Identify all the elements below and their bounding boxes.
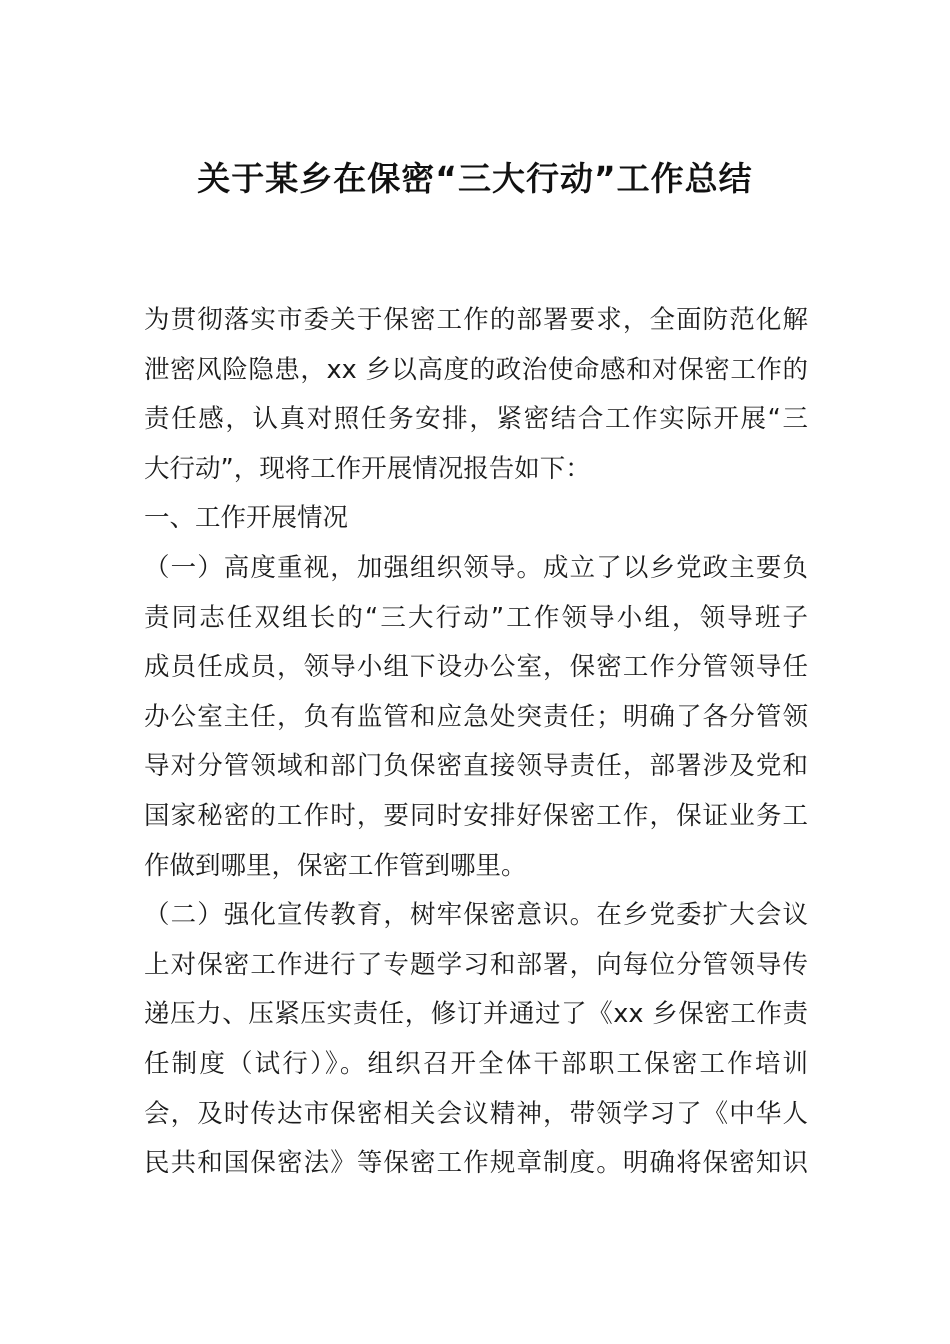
paragraph-line: 作做到哪里，保密工作管到哪里。 — [144, 850, 527, 881]
paragraph-line: 会，及时传达市保密相关会议精神，带领学习了《中华人 — [144, 1098, 808, 1129]
paragraph-line: 上对保密工作进行了专题学习和部署，向每位分管领导传 — [144, 949, 808, 980]
paragraph-line: （二）强化宣传教育，树牢保密意识。在乡党委扩大会议 — [144, 900, 808, 931]
paragraph-line: 成员任成员，领导小组下设办公室，保密工作分管领导任 — [144, 652, 808, 683]
paragraph-line: 大行动”，现将工作开展情况报告如下： — [144, 453, 591, 484]
document-body — [144, 296, 808, 1189]
paragraph-line: （一）高度重视，加强组织领导。成立了以乡党政主要负 — [144, 552, 808, 583]
paragraph-line: 导对分管领域和部门负保密直接领导责任，部署涉及党和 — [144, 751, 808, 782]
paragraph-line: 任制度（试行）》。组织召开全体干部职工保密工作培训 — [144, 1048, 808, 1079]
paragraph-line: 民共和国保密法》等保密工作规章制度。明确将保密知识 — [144, 1148, 808, 1179]
paragraph-line: 国家秘密的工作时，要同时安排好保密工作，保证业务工 — [144, 800, 808, 831]
paragraph-line: 泄密风险隐患，xx 乡以高度的政治使命感和对保密工作的 — [144, 354, 808, 385]
paragraph-line: 责任感，认真对照任务安排，紧密结合工作实际开展“三 — [144, 404, 808, 435]
section-heading: 一、工作开展情况 — [144, 503, 349, 534]
paragraph-line: 办公室主任，负有监管和应急处突责任；明确了各分管领 — [144, 701, 808, 732]
paragraph-line: 递压力、压紧压实责任，修订并通过了《xx 乡保密工作责 — [144, 999, 808, 1030]
paragraph-line: 为贯彻落实市委关于保密工作的部署要求，全面防范化解 — [144, 305, 808, 335]
document-title: 关于某乡在保密“三大行动”工作总结 — [197, 159, 753, 198]
paragraph-line: 责同志任双组长的“三大行动”工作领导小组，领导班子 — [144, 602, 808, 633]
